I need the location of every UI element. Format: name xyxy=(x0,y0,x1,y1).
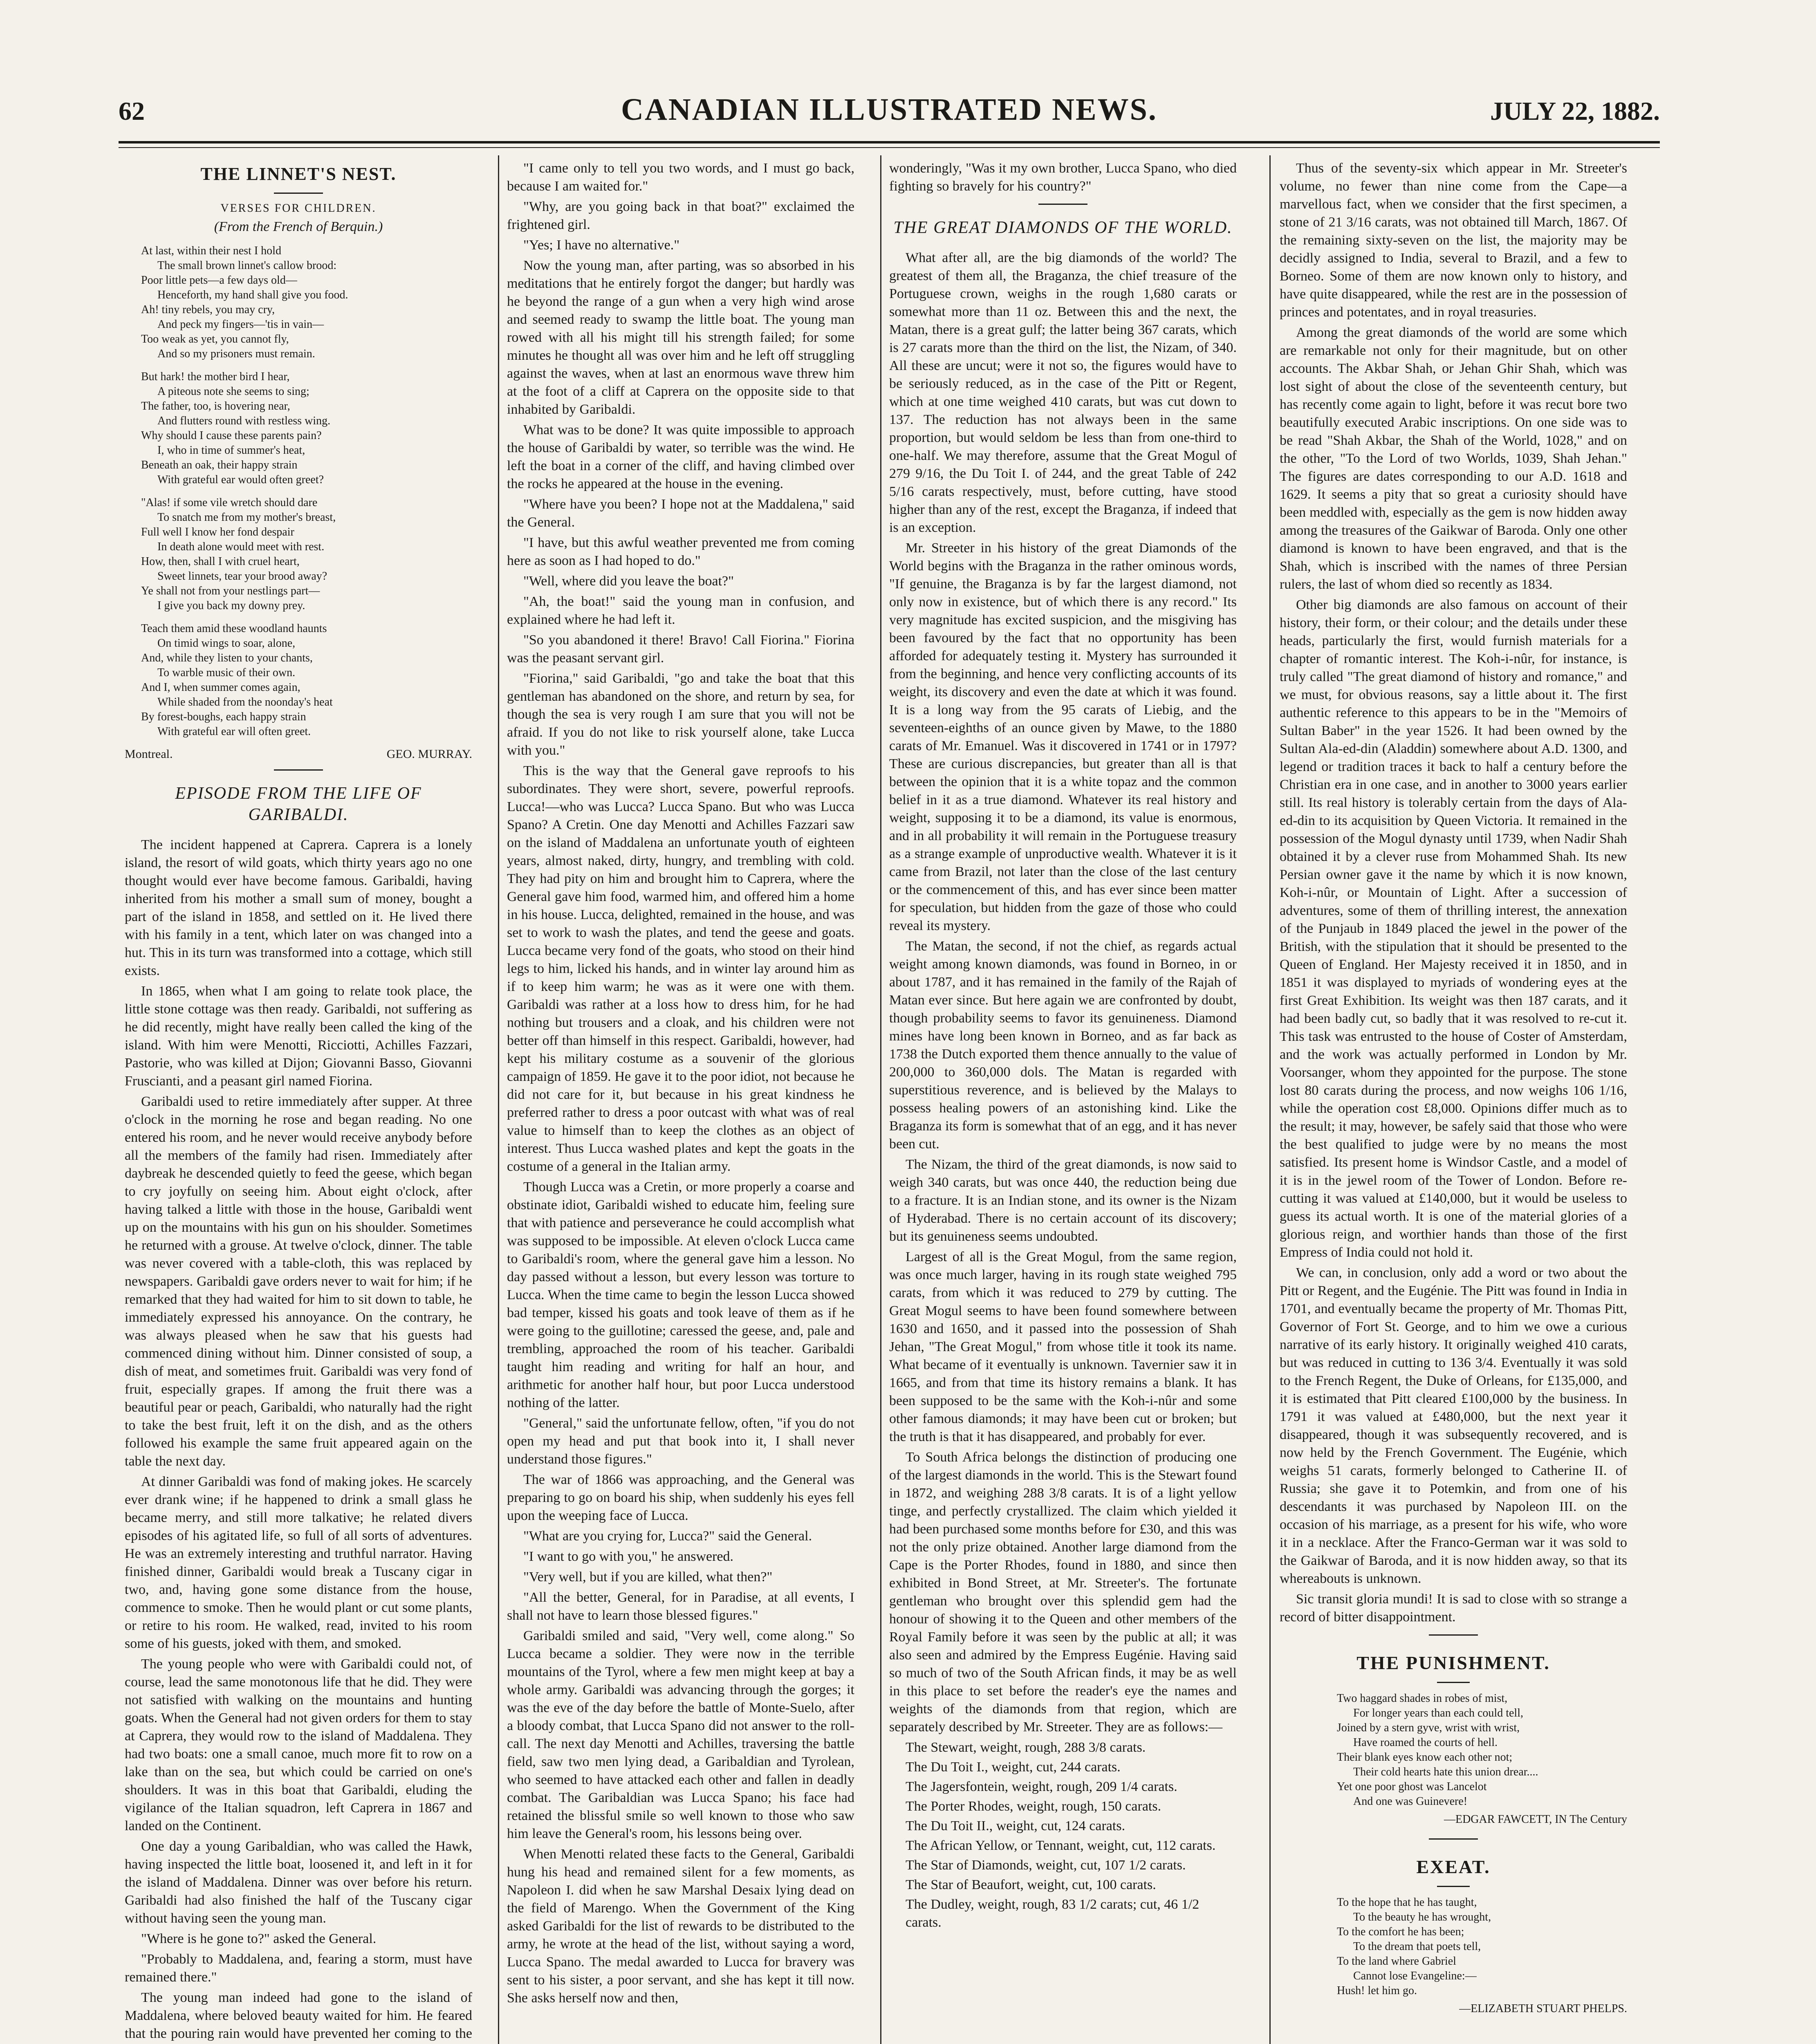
poem-line: Beneath an oak, their happy strain xyxy=(141,459,298,471)
poem-line: Yet one poor ghost was Lancelot xyxy=(1337,1780,1487,1793)
paragraph: To South Africa belongs the distinction of producing one of the largest diamonds in the world. This is the Stewart found in 1872, and weighing 288 3/8 carats. It is of a light yellow tinge, and perfectly crystallized. The claim which yielded it had been purchased some months before for £30, and this was not the only prize obtained. Another large diamond from the Cape is the Porter Rhodes, found in 1880, and since then exhibited in Bond Street, at Mr. Streeter's. The fortunate gentleman who brought over this splendid gem had the honour of showing it to the Queen and other members of the Royal Family before it was seen by the public at all; it was also seen and admired by the Empress Eugénie. Having said so much of two of the South African finds, it may be as well in this place to set before the reader's eye the names and weights of the diamonds from that region, which are separately described by Mr. Streeter. They are as follows:— xyxy=(889,1450,1237,1735)
paragraph: Mr. Streeter in his history of the great Diamonds of the World begins with the Braganza in the rather ominous words, "If genuine, the Braganza is by far the largest diamond, not only now in existence, but of which there is any record." Its very magnitude has excited suspicion, and the misgiving has been favoured by the fact that no opportunity has been afforded for adequately testing it. Mystery has surrounded it from the beginning, and hence very conflicting accounts of its weight, its discovery and even the date at which it was found. It is a long way from the 95 carats of Liebig, and the seventeen-eighths of an ounce given by Mawe, to the 1880 carats of Mr. Emanuel. Was it discovered in 1741 or in 1797? These are curious discrepancies, but greater than all is that between the opinion that it is a white topaz and the common belief in it as a true diamond. Whatever its real history and weight, supposing it to be a diamond, its value is enormous, and in all probability it will remain in the Portuguese treasury as a strange example of unproductive wealth. Whatever it is it came from Brazil, not later than the close of the last century or the commencement of this, and has ever since been matter for speculation, but hidden from the gaze of those who could reveal its mystery. xyxy=(889,540,1237,933)
article-body-continued xyxy=(1280,159,1627,1626)
poem-line: While shaded from the noonday's heat xyxy=(157,696,333,708)
title-rule xyxy=(1437,1682,1470,1683)
poem-stanza xyxy=(125,495,472,613)
poem-line: With grateful ear will often greet. xyxy=(157,725,311,738)
diamond-list-item: The African Yellow, or Tennant, weight, cut, 112 carats. xyxy=(906,1838,1216,1853)
poem-line: Joined by a stern gyve, wrist with wrist, xyxy=(1337,1721,1520,1734)
poem-line: Sweet linnets, tear your brood away? xyxy=(157,570,327,583)
paragraph: "General," said the unfortunate fellow, often, "if you do not open my head and put that book into it, I shall never understand those figures." xyxy=(507,1416,854,1467)
column-divider xyxy=(880,155,881,2044)
section-rule xyxy=(1038,204,1087,205)
poem-stanzas xyxy=(125,244,472,739)
poem-line: The small brown linnet's callow brood: xyxy=(157,259,337,272)
paragraph: The Nizam, the third of the great diamonds, is now said to weigh 340 carats, but was once 440, the reduction being due to a fracture. It is an Indian stone, and its owner is the Nizam of Hyderabad. There is no certain account of its discovery; but its genuineness seems undoubted. xyxy=(889,1157,1237,1244)
paragraph: "I came only to tell you two words, and I must go back, because I am waited for." xyxy=(507,161,854,194)
paragraph: The incident happened at Caprera. Caprera is a lonely island, the resort of wild goats, which thirty years ago no one thought would ever have become famous. Garibaldi, having inherited from his mother a small sum of money, bought a part of the island in 1858, and settled on it. He lived there with his family in a tent, which later on was changed into a hut. This in its turn was transformed into a cottage, which still exists. xyxy=(125,837,472,978)
paragraph: What was to be done? It was quite impossible to approach the house of Garibaldi by water, so terrible was the wind. He left the boat in a corner of the cliff, and having climbed over the rocks he appeared at the house in the evening. xyxy=(507,422,854,491)
paragraph: "What are you crying for, Lucca?" said the General. xyxy=(523,1529,812,1544)
paragraph: Other big diamonds are also famous on account of their history, their form, or their colour; and the details under these heads, particularly the first, would furnish materials for a chapter of romantic interest. The Koh-i-nûr, for instance, is truly called "The great diamond of history and romance," and we must, for obvious reasons, say a little about it. The first authentic reference to this appears to be in the "Memoirs of Sultan Baber" in the year 1526. It had been owned by the Sultan Ala-ed-din (Aladdin) somewhere about A.D. 1300, and legend or tradition traces it back to half a century before the Christian era in one case, and in another to 3000 years earlier still. Its real history is tolerably certain from the days of Ala-ed-din to its acquisition by Queen Victoria. It remained in the possession of the Mogul dynasty until 1739, when Nadir Shah obtained it by a clever ruse from Mohammed Shah. Its new Persian owner gave it the name by which it is now known, Koh-i-nûr, or Mountain of Light. After a succession of adventures, some of them of thrilling interest, the annexation of the Punjaub in 1849 placed the jewel in the power of the British, with the stipulation that it should be presented to the Queen of England. Her Majesty received it in 1850, and in 1851 it was displayed to myriads of wondering eyes at the first Great Exhibition. Its weight was then 187 carats, and it had been badly cut, so badly that it was resolved to re-cut it. This task was entrusted to the house of Coster of Amsterdam, and the work was actually performed in London by Mr. Voorsanger, whom they appointed for the purpose. The stone lost 80 carats during the process, and now weighs 106 1/16, while the operation cost £8,000. Opinions differ much as to the result; it may, however, be safely said that those who were the best qualified to judge were by no means the most satisfied. Its present home is Windsor Castle, and a model of it is in the jewel room of the Tower of London. Before re-cutting it was valued at £140,000, but it would be useless to guess its actual worth. It is one of the material glories of a glorious reign, and worthier hands than those of the first Empress of India could not hold it. xyxy=(1280,597,1627,1260)
article-body-continued xyxy=(507,159,854,2007)
paragraph: Among the great diamonds of the world are some which are remarkable not only for their magnitude, but on other accounts. The Akbar Shah, or Jehan Ghir Shah, which was lost sight of about the close of the seventeenth century, but has recently come again to light, before it was recut bore two beautifully executed Arabic inscriptions. On one side was to be read "Shah Akbar, the Shah of the World, 1028," and on the other, "To the Lord of two Worlds, 1039, Shah Jehan." The figures are dates corresponding to our A.D. 1618 and 1629. It seems a pity that so great a curiosity should have been meddled with, especially as the gem is now hidden away among the treasures of the Gaikwar of Baroda. Only one other diamond is known to have been engraved, and that is the Shah, which is inscribed with the names of three Persian rulers, the last of whom died so recently as 1834. xyxy=(1280,325,1627,592)
poem-author: GEO. MURRAY. xyxy=(386,747,472,761)
poem-stanza xyxy=(125,370,472,487)
poem-line: How, then, shall I with cruel heart, xyxy=(141,555,300,568)
column-divider xyxy=(1269,155,1271,2044)
paragraph: "I want to go with you," he answered. xyxy=(523,1549,734,1564)
diamond-list xyxy=(889,1739,1237,1932)
paragraph: "Fiorina," said Garibaldi, "go and take the boat that this gentleman has abandoned on the shore, and return by sea, for though the sea is very rough I am sure that you will not be afraid. If you do not like to risk yourself alone, take Lucca with you." xyxy=(507,671,854,758)
poem-line: "Alas! if some vile wretch should dare xyxy=(141,496,318,509)
poem-line: Why should I cause these parents pain? xyxy=(141,429,322,442)
paragraph: In 1865, when what I am going to relate took place, the little stone cottage was then ready. Garibaldi, not suffering as he did recently, might have really been called the king of the island. With him were Menotti, Ricciotti, Achilles Fazzari, Pastorie, who was killed at Dijon; Giovanni Basso, Giovanni Fruscianti, and a peasant girl named Fiorina. xyxy=(125,984,472,1089)
paragraph: Garibaldi used to retire immediately after supper. At three o'clock in the morning he rose and began reading. No one entered his room, and he never would receive anybody before all the members of the family had risen. Immediately after daybreak he descended quietly to feed the geese, which began to cry joyfully on seeing him. About eight o'clock, after having talked a little with those in the house, Garibaldi went up on the mountains with his gun on his shoulder. Sometimes he returned with a grouse. At twelve o'clock, dinner. The table was never covered with a table-cloth, this was replaced by newspapers. Garibaldi gave orders never to wait for him; if he remarked that they had waited for him to sit down to table, he immediately expressed his annoyance. On the contrary, he was always pleased when he saw that his guests had commenced dining without him. Dinner consisted of soup, a dish of meat, and sometimes fruit. Garibaldi was very fond of fruit, especially grapes. If among the fruit there was a beautiful pear or peach, Garibaldi, who naturally had the right to take the best fruit, left it on the dish, and as the others followed his example the same fruit appeared again on the table the next day. xyxy=(125,1094,472,1469)
poem-line: Cannot lose Evangeline:— xyxy=(1353,1970,1477,1982)
paragraph: When Menotti related these facts to the General, Garibaldi hung his head and remained silent for a few moments, as Napoleon I. did when he saw Marshal Desaix lying dead on the field of Marengo. When the Government of the King asked Garibaldi for the list of rewards to be distributed to the army, he wrote at the head of the list, without saying a word, Lucca Spano. The medal awarded to Lucca for bravery was sent to his sister, a poor servant, and she has kept it till now. She asks herself now and then, xyxy=(507,1847,854,2006)
column-1 xyxy=(125,159,472,2044)
poem-line: And so my prisoners must remain. xyxy=(157,347,315,360)
poem-line: Their cold hearts hate this union drear.... xyxy=(1353,1766,1538,1778)
poem-line: To the land where Gabriel xyxy=(1337,1955,1456,1968)
poem-line: Have roamed the courts of hell. xyxy=(1353,1736,1498,1749)
poem-line: To warble music of their own. xyxy=(157,666,296,679)
title-rule xyxy=(1437,1886,1470,1887)
poem-line: I, who in time of summer's heat, xyxy=(157,444,305,457)
poem-line: And one was Guinevere! xyxy=(1353,1795,1468,1808)
paragraph: The young man indeed had gone to the island of Maddalena, where beloved beauty waited for him. He feared that the pouring rain would have prevented her coming to the xyxy=(125,1990,472,2041)
poem-line: And I, when summer comes again, xyxy=(141,681,300,694)
diamond-list-item: The Stewart, weight, rough, 288 3/8 carats. xyxy=(906,1740,1146,1755)
poem-line: Two haggard shades in robes of mist, xyxy=(1337,1692,1508,1705)
poem-stanza xyxy=(125,621,472,739)
poem-line: But hark! the mother bird I hear, xyxy=(141,370,290,383)
poem-line: In death alone would meet with rest. xyxy=(157,540,325,553)
poem-title: THE PUNISHMENT. xyxy=(1356,1652,1550,1673)
column-4 xyxy=(1280,159,1627,2044)
masthead-title: CANADIAN ILLUSTRATED NEWS. xyxy=(621,92,1157,127)
diamond-list-item: The Star of Diamonds, weight, cut, 107 1/2 carats. xyxy=(906,1858,1186,1873)
poem-credit: —ELIZABETH STUART PHELPS. xyxy=(1459,2002,1627,2015)
poem-subtitle: VERSES FOR CHILDREN. xyxy=(220,202,377,215)
article-ending: wonderingly, "Was it my own brother, Lucca Spano, who died fighting so bravely for his country?" xyxy=(889,161,1237,194)
article-body xyxy=(889,249,1237,1736)
poem-line: To the comfort he has been; xyxy=(1337,1925,1464,1938)
section-rule xyxy=(1429,1838,1478,1840)
paragraph: "So you abandoned it there! Bravo! Call Fiorina." Fiorina was the peasant servant girl. xyxy=(507,632,854,666)
paragraph: "Ah, the boat!" said the young man in confusion, and explained where he had left it. xyxy=(507,594,854,627)
poem-line: Too weak as yet, you cannot fly, xyxy=(141,333,289,345)
poem-line: To the hope that he has taught, xyxy=(1337,1896,1477,1909)
poem-line: At last, within their nest I hold xyxy=(141,244,281,257)
poem-line: A piteous note she seems to sing; xyxy=(157,385,309,398)
section-rule xyxy=(274,769,323,771)
poem-signature xyxy=(125,747,472,761)
poem-lines xyxy=(1280,1895,1627,1998)
poem-credit: —EDGAR FAWCETT, IN The Century xyxy=(1444,1813,1627,1826)
paragraph: The Matan, the second, if not the chief, as regards actual weight among known diamonds, was found in Borneo, in or about 1787, and it has remained in the family of the Rajah of Matan ever since. But here again we are confronted by doubt, though probability seems to favor its genuineness. Diamond mines have long been known in Borneo, and as far back as 1738 the Dutch exported them thence annually to the value of 200,000 to 360,000 dols. The Matan is regarded with superstitious reverence, and is believed by the Malays to possess healing powers of an astonishing kind. Like the Braganza its form is somewhat that of an egg, and it has never been cut. xyxy=(889,939,1237,1152)
poem-line: To the beauty he has wrought, xyxy=(1353,1911,1491,1923)
article-title: EPISODE FROM THE LIFE OF GARIBALDI. xyxy=(175,784,422,824)
poem-stanza xyxy=(125,244,472,361)
paragraph: "Why, are you going back in that boat?" exclaimed the frightened girl. xyxy=(507,199,854,232)
poem-line: Poor little pets—a few days old— xyxy=(141,274,297,287)
paragraph: At dinner Garibaldi was fond of making jokes. He scarcely ever drank wine; if he happened to drink a small glass he became merry, and still more talkative; he related divers episodes of his agitated life, so full of all sorts of adventures. He was an extremely interesting and truthful narrator. Having finished dinner, Garibaldi would break a Tuscany cigar in two, and, having gone some distance from the house, commence to smoke. Then he would plant or cut some plants, or retire to his room. He walked, read, invited to his room some of his guests, joked with them, and smoked. xyxy=(125,1474,472,1651)
poem-line: Ye shall not from your nestlings part— xyxy=(141,585,320,597)
diamond-list-item: The Dudley, weight, rough, 83 1/2 carats; cut, 46 1/2 carats. xyxy=(906,1897,1199,1930)
poem-line: And flutters round with restless wing. xyxy=(157,415,331,427)
poem-source: (From the French of Berquin.) xyxy=(214,219,383,234)
paragraph: "I have, but this awful weather prevented me from coming here as soon as I had hoped to do." xyxy=(507,535,854,568)
page-header xyxy=(119,92,1660,137)
diamond-list-item: The Star of Beaufort, weight, cut, 100 carats. xyxy=(906,1877,1156,1892)
paragraph: Though Lucca was a Cretin, or more properly a coarse and obstinate idiot, Garibaldi wished to educate him, feeling sure that with patience and perseverance he could accomplish what was supposed to be impossible. At eleven o'clock Lucca came to Garibaldi's room, where the general gave him a lesson. No day passed without a lesson, but every lesson was torture to Lucca. When the time came to begin the lesson Lucca showed bad temper, kissed his goats and took leave of them as if he were going to the guillotine; caressed the geese, and, pale and trembling, approached the room of his teacher. Garibaldi taught him reading and writing for half an hour, and arithmetic for another half hour, but poor Lucca understood nothing of the latter. xyxy=(507,1179,854,1410)
paragraph: "Probably to Maddalena, and, fearing a storm, must have remained there." xyxy=(125,1952,472,1985)
poem-title: THE LINNET'S NEST. xyxy=(200,164,397,184)
article-body xyxy=(125,836,472,2044)
poem-line: Henceforth, my hand shall give you food. xyxy=(157,289,348,301)
title-rule xyxy=(274,193,323,194)
paragraph: The war of 1866 was approaching, and the General was preparing to go on board his ship, when suddenly his eyes fell upon the weeping face of Lucca. xyxy=(507,1472,854,1523)
paragraph: "Well, where did you leave the boat?" xyxy=(523,574,734,589)
column-3 xyxy=(889,159,1237,2044)
poem-line: With grateful ear would often greet? xyxy=(157,473,324,486)
issue-date: JULY 22, 1882. xyxy=(1490,96,1660,126)
paragraph: The young people who were with Garibaldi could not, of course, lead the same monotonous life that he did. They were not satisfied with walking on the mountains and hunting goats. When the General had not given orders for them to stay at Caprera, they would row to the island of Maddalena. They had two boats: one a small canoe, much more fit to row on a lake than on the sea, but which could be carried on one's shoulders. It was in this boat that Garibaldi, eluding the vigilance of the Italian squadron, left Caprera in 1867 and landed on the Continent. xyxy=(125,1656,472,1833)
article-title: THE GREAT DIAMONDS OF THE WORLD. xyxy=(893,218,1233,237)
paragraph: "Where have you been? I hope not at the Maddalena," said the General. xyxy=(507,497,854,530)
poem-line: To snatch me from my mother's breast, xyxy=(157,511,336,524)
poem-line: On timid wings to soar, alone, xyxy=(157,637,296,650)
header-rule-thick xyxy=(119,141,1660,143)
paragraph: "Yes; I have no alternative." xyxy=(523,238,680,253)
poem-line: Full well I know her fond despair xyxy=(141,526,294,538)
column-divider xyxy=(498,155,499,2044)
poem-line: And, while they listen to your chants, xyxy=(141,652,313,664)
poem-line: By forest-boughs, each happy strain xyxy=(141,710,306,723)
paragraph: Garibaldi smiled and said, "Very well, come along." So Lucca became a soldier. They were now in the terrible mountains of the Tyrol, where a few men might keep at bay a whole army. Garibaldi was advancing through the gorges; it was the eve of the day before the battle of Monte-Suelo, after a bloody combat, that Lucca Spano did not answer to the roll-call. The next day Menotti and Achilles, traversing the battle field, saw two men lying dead, a Garibaldian and Tyrolean, who seemed to have attacked each other and fallen in deadly combat. The Garibaldian was Lucca Spano; his face had retained the blissful smile so well known to those who saw him leave the General's room, his lessons being over. xyxy=(507,1628,854,1841)
paragraph: "Where is he gone to?" asked the General. xyxy=(141,1931,377,1946)
poem-line: I give you back my downy prey. xyxy=(157,599,305,612)
paragraph: Now the young man, after parting, was so absorbed in his meditations that he entirely forgot the danger; but hardly was he beyond the range of a gun when a very high wind arose and seemed ready to swamp the little boat. The young man rowed with all his might till his strength failed; for some minutes he thought all was over him and he left off struggling against the waves, when at last an enormous wave threw him at the foot of a cliff at Caprera on the opposite side to that inhabited by Garibaldi. xyxy=(507,258,854,417)
poem-title: EXEAT. xyxy=(1416,1856,1491,1877)
poem-lines xyxy=(1280,1691,1627,1809)
diamond-list-item: The Jagersfontein, weight, rough, 209 1/4 carats. xyxy=(906,1779,1177,1794)
page-number: 62 xyxy=(119,96,145,126)
poem-line: Teach them amid these woodland haunts xyxy=(141,622,327,635)
column-2 xyxy=(507,159,854,2044)
diamond-list-item: The Porter Rhodes, weight, rough, 150 carats. xyxy=(906,1799,1161,1814)
paragraph: Largest of all is the Great Mogul, from the same region, was once much larger, having in its rough state weighed 795 carats, from which it was reduced to 279 by cutting. The Great Mogul seems to have been found somewhere between 1630 and 1650, and it passed into the possession of Shah Jehan, "The Great Mogul," from whose title it took its name. What became of it eventually is unknown. Tavernier saw it in 1665, and from that time its history remains a blank. It has been supposed to be the same with the Koh-i-nûr and some other famous diamonds; it may have been cut or broken; but the truth is that it has disappeared, and probably for ever. xyxy=(889,1249,1237,1444)
paragraph: "Very well, but if you are killed, what then?" xyxy=(523,1569,773,1585)
paragraph: "All the better, General, for in Paradise, at all events, I shall not have to learn those blessed figures." xyxy=(507,1590,854,1623)
poem-place: Montreal. xyxy=(125,747,173,761)
paragraph: We can, in conclusion, only add a word or two about the Pitt or Regent, and the Eugénie. The Pitt was found in India in 1701, and eventually became the property of Mr. Thomas Pitt, Governor of Fort St. George, and to him we owe a curious narrative of its early history. It originally weighed 410 carats, but was reduced in cutting to 136 3/4. Eventually it was sold to the French Regent, the Duke of Orleans, for £135,000, and it is estimated that Pitt cleared £100,000 by the business. In 1791 it was valued at £480,000, but the next year it disappeared, though it was subsequently recovered, and is now held by the French Government. The Eugénie, which weighs 51 carats, formerly belonged to Catherine II. of Russia; she gave it to Potemkin, and from one of his descendants it was purchased by Napoleon III. on the occasion of his marriage, as a present for his wife, who wore it in a necklace. After the Franco-German war it was sold to the Gaikwar of Baroda, and it is now hidden away, so that its whereabouts is unknown. xyxy=(1280,1265,1627,1586)
poem-line: Hush! let him go. xyxy=(1337,1984,1417,1997)
paragraph: This is the way that the General gave reproofs to his subordinates. They were short, severe, powerful reproofs. Lucca!—who was Lucca? Lucca Spano. But who was Lucca Spano? A Cretin. One day Menotti and Achilles Fazzari saw on the island of Maddalena an unfortunate youth of eighteen years, almost naked, dirty, hungry, and trembling with cold. They had pity on him and brought him to Caprera, where the General gave him food, warmed him, and offered him a home in his house. Lucca, delighted, remained in the house, and was set to work to wash the plates, and tend the geese and goats. Lucca became very fond of the goats, who stood on their hind legs to him, licked his hands, and in winter lay around him as if to keep him warm; he was as it were one with them. Garibaldi was rather at a loss how to dress him, for he had nothing but trousers and a cloak, and his children were not better off than himself in this respect. Garibaldi, however, had kept his military costume as a souvenir of the glorious campaign of 1859. He gave it to the poor idiot, not because he did not care for it, but because in his great kindness he preferred rather to dress a poor outcast with what was of real value to himself than to keep the clothes as an object of interest. Thus Lucca washed plates and kept the goats in the costume of a general in the Italian army. xyxy=(507,763,854,1174)
diamond-list-item: The Du Toit II., weight, cut, 124 carats. xyxy=(906,1818,1125,1833)
poem-line: For longer years than each could tell, xyxy=(1353,1707,1523,1719)
poem-line: To the dream that poets tell, xyxy=(1353,1940,1481,1953)
poem-line: Ah! tiny rebels, you may cry, xyxy=(141,303,275,316)
paragraph: Sic transit gloria mundi! It is sad to close with so strange a record of bitter disappointment. xyxy=(1280,1591,1627,1625)
paragraph: Thus of the seventy-six which appear in Mr. Streeter's volume, no fewer than nine come from the Cape—a marvellous fact, when we consider that the first specimen, a stone of 21 3/16 carats, was not obtained till March, 1867. Of the remaining sixty-seven on the list, the majority may be decidly assigned to India, several to Brazil, and a few to Borneo. Some of them are now known only to history, and have quite disappeared, while the rest are in the possession of princes and potentates, and in royal treasuries. xyxy=(1280,161,1627,320)
section-rule xyxy=(1429,1634,1478,1636)
poem-line: The father, too, is hovering near, xyxy=(141,400,290,412)
diamond-list-item: The Du Toit I., weight, cut, 244 carats. xyxy=(906,1759,1121,1775)
header-rule-thin xyxy=(119,147,1660,148)
poem-line: And peck my fingers—'tis in vain— xyxy=(157,318,324,331)
paragraph: What after all, are the big diamonds of the world? The greatest of them all, the Braganza, the chief treasure of the Portuguese crown, weighs in the rough 1,680 carats or somewhat more than 11 oz. Between this and the next, the Matan, there is a great gulf; the latter being 367 carats, which is 27 carats more than the third on the list, the Nizam, of 340. All these are uncut; were it not so, the figures would have to be seriously reduced, as in the case of the Pitt or Regent, which at one time weighed 410 carats, but was cut down to 137. The reduction has not always been in the same proportion, but would seldom be less than from one-third to one-half. We may therefore, assume that the Great Mogul of 279 9/16, the Du Toit I. of 244, and the great Table of 242 5/16 carats respectively, must, before cutting, have stood higher than any of the rest, except the Braganza, if indeed that is an exception. xyxy=(889,250,1237,535)
paragraph: One day a young Garibaldian, who was called the Hawk, having inspected the little boat, loosened it, and left in it for the island of Maddalena. Dinner was over before his return. Garibaldi had also finished the half of the Tuscany cigar without having seen the young man. xyxy=(125,1839,472,1926)
poem-line: Their blank eyes know each other not; xyxy=(1337,1751,1513,1764)
